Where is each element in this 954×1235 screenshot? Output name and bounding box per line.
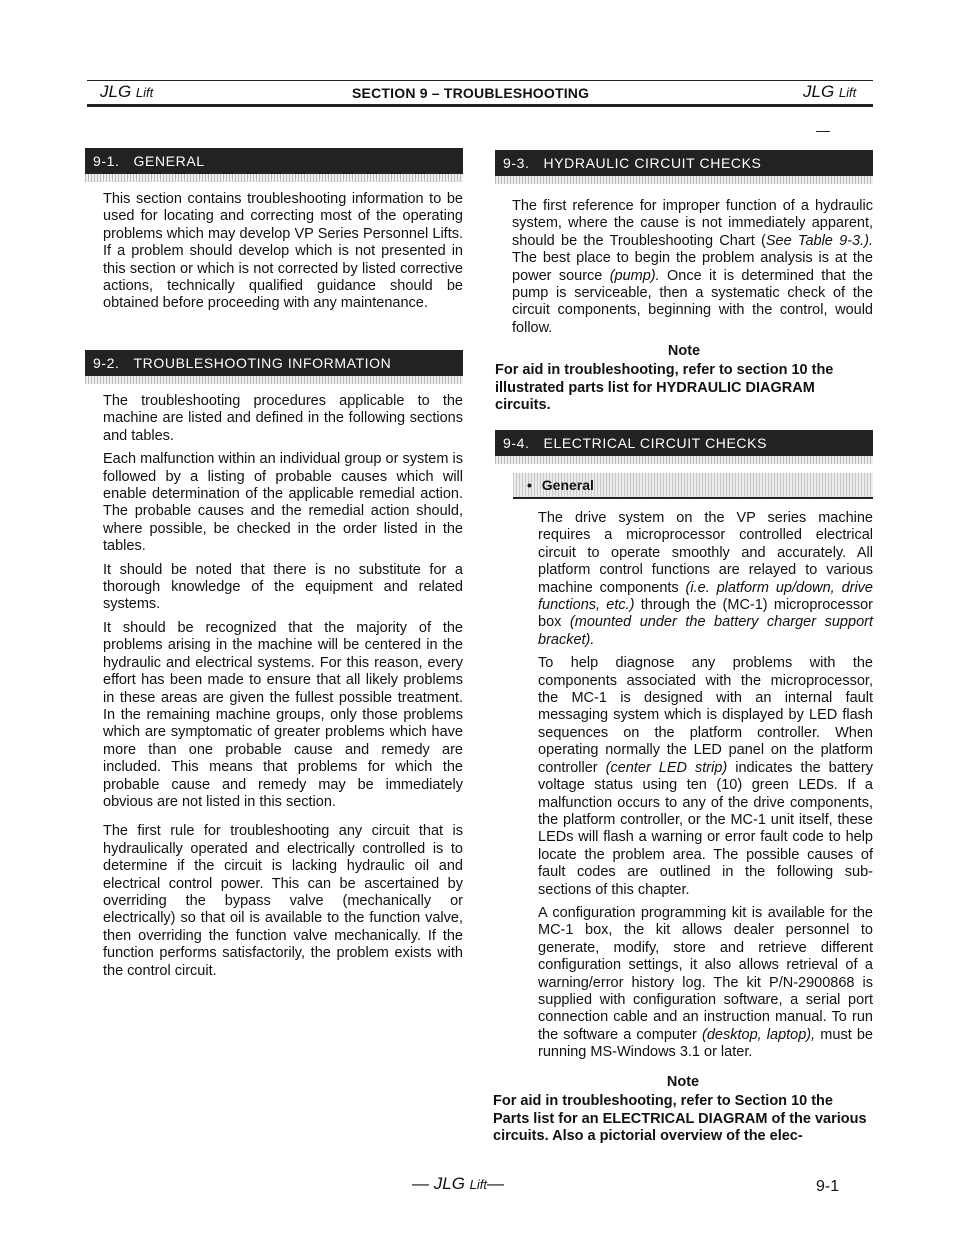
text-run-italic: (pump). [609,267,660,284]
note-heading: Note [667,343,701,359]
section-bar-shadow [495,176,873,184]
paragraph: Each malfunction within an individual group or system is followed by a listing of probable causes which will enable determination of the applicable remedial action. The probable causes and the remedial action should, where possible, be checked in the order listed in the tables. [103,451,463,555]
troubleshooting-info-text [103,393,463,986]
section-number: 9-3. [503,155,530,171]
section-number: 9-2. [93,355,120,371]
corner-mark [816,131,830,132]
note-heading: Note [666,1074,700,1090]
section-heading: HYDRAULIC CIRCUIT CHECKS [543,155,762,171]
paragraph [512,198,873,337]
footer-dash: — [487,1174,504,1193]
section-bar-troubleshooting-info [85,350,463,376]
section-number: 9-1. [93,153,120,169]
general-text [103,191,463,319]
text-run-italic: (center LED strip) [605,759,728,776]
text-run: A configuration programming kit is available for the MC-1 box, the kit allows dealer personnel to generate, modify, store and retrieve different configuration settings, it also allows retrieval of a warning/error history log. The kit P/N-2900868 is supplied with configuration software, a serial port connection cable and an instruction manual. To run the software a computer [538,904,873,1043]
text-run: The first reference for improper function of a hydraulic system, where the cause is not immediately apparent, should be the Troubleshooting Chart ( [512,198,873,249]
hydraulic-text [512,198,873,343]
section-bar-hydraulic [495,150,873,176]
text-run-italic: (mounted under the battery charger support bracket). [538,614,873,648]
section-bar-shadow [85,376,463,384]
text-run-italic: (i.e. platform up/down, drive functions, etc.) [538,579,873,614]
section-heading: GENERAL [133,153,205,169]
section-bar-shadow [85,174,463,182]
brand-sub: Lift [469,1177,487,1192]
paragraph: This section contains troubleshooting information to be used for locating and correcting most of the operating problems which may develop VP Series Personnel Lifts. If a problem should develop which is not presented in this section or which is not corrected by listed corrective actions, technically qualified guidance should be obtained before proceeding with any maintenance. [103,191,463,312]
section-title: SECTION 9 – TROUBLESHOOTING [352,85,590,101]
section-heading: TROUBLESHOOTING INFORMATION [133,355,392,371]
note-body: For aid in troubleshooting, refer to section 10 the illustrated parts list for HYDRAULIC DIAGRAM circuits. [495,362,834,414]
text-run: The drive system on the VP series machine requires a microprocessor controlled electrical circuit to operate smoothly and accurately. All platform control functions are relayed to various machine components [538,510,873,596]
bullet-icon: • [527,477,532,493]
text-run: The best place to begin the problem analysis is at the power source [512,250,873,284]
paragraph: The first rule for troubleshooting any circuit that is hydraulically operated and electrically controlled is to determine if the circuit is lacking hydraulic oil and electrical control power. This can be ascertained by overriding the bypass valve (mechanically or electrically) so that oil is available to the function valve, then overriding the function valve mechanically. If the function performs satisfactorily, the problem exists with the control circuit. [103,823,463,979]
section-heading: ELECTRICAL CIRCUIT CHECKS [543,435,768,451]
paragraph: It should be noted that there is no substitute for a thorough knowledge of the equipment and related systems. [103,561,463,613]
paragraph [538,655,873,899]
hydraulic-note [495,337,873,415]
subsection-general [513,473,873,499]
paragraph [538,905,873,1062]
text-run: must be running MS-Windows 3.1 or later. [538,1026,873,1061]
brand-main: JLG [433,1174,465,1193]
brand-sub: Lift [135,85,154,100]
footer-dash: — [412,1174,429,1193]
text-run: Once it is determined that the pump is serviceable, then a systematic check of the circuit components, beginning with the control, would follow. [512,267,873,336]
section-bar-general [85,148,463,174]
text-run: To help diagnose any problems with the components associated with the microprocessor, the MC-1 is designed with an internal fault messaging system which is displayed by LED flash sequences on the platform controller. When operating normally the LED panel on the platform controller [538,655,873,776]
footer-brand [412,1174,504,1194]
brand-main: JLG [100,82,132,101]
paragraph: It should be recognized that the majority of the problems arising in the machine will be centered in the hydraulic and electrical systems. For this reason, every effort has been made to ensure that all likely problems in these areas are given the fullest possible treatment. In the remaining machine groups, only those problems which are symptomatic of greater problems which have more than one probable cause and remedy are included. This means that problems for which the probable cause and remedy may be immediately obvious are not listed in this section. [103,619,463,810]
section-bar-shadow [495,456,873,464]
header-top-rule [87,80,873,81]
electrical-text [538,510,873,1068]
paragraph: The troubleshooting procedures applicable to the machine are listed and defined in the following sections and tables. [103,393,463,444]
header-brand-left [100,82,153,102]
brand-sub: Lift [838,85,857,100]
text-run-italic: See Table 9-3.). [765,232,873,249]
text-run: indicates the battery voltage status using ten (10) green LEDs. If a malfunction occurs to any of the drive components, the platform controller, or the MC-1 unit itself, these LEDs will flash a warning or error fault code to help locate the problem area. The possible causes of fault codes are outlined in the following sub-sections of this chapter. [538,759,873,898]
subsection-title: General [541,477,594,493]
section-bar-electrical [495,430,873,456]
note-body: For aid in troubleshooting, refer to Section 10 the Parts list for an ELECTRICAL DIAGRAM of the various circuits. Also a pictorial overview of the elec- [493,1093,867,1145]
electrical-note [493,1068,873,1146]
brand-main: JLG [803,82,835,101]
page-number: 9-1 [816,1178,840,1195]
text-run: through the (MC-1) microprocessor box [538,597,873,631]
header-brand-right [803,82,856,102]
header-bottom-rule [87,104,873,107]
paragraph [538,510,873,649]
text-run-italic: (desktop, laptop), [702,1026,816,1043]
section-number: 9-4. [503,435,530,451]
